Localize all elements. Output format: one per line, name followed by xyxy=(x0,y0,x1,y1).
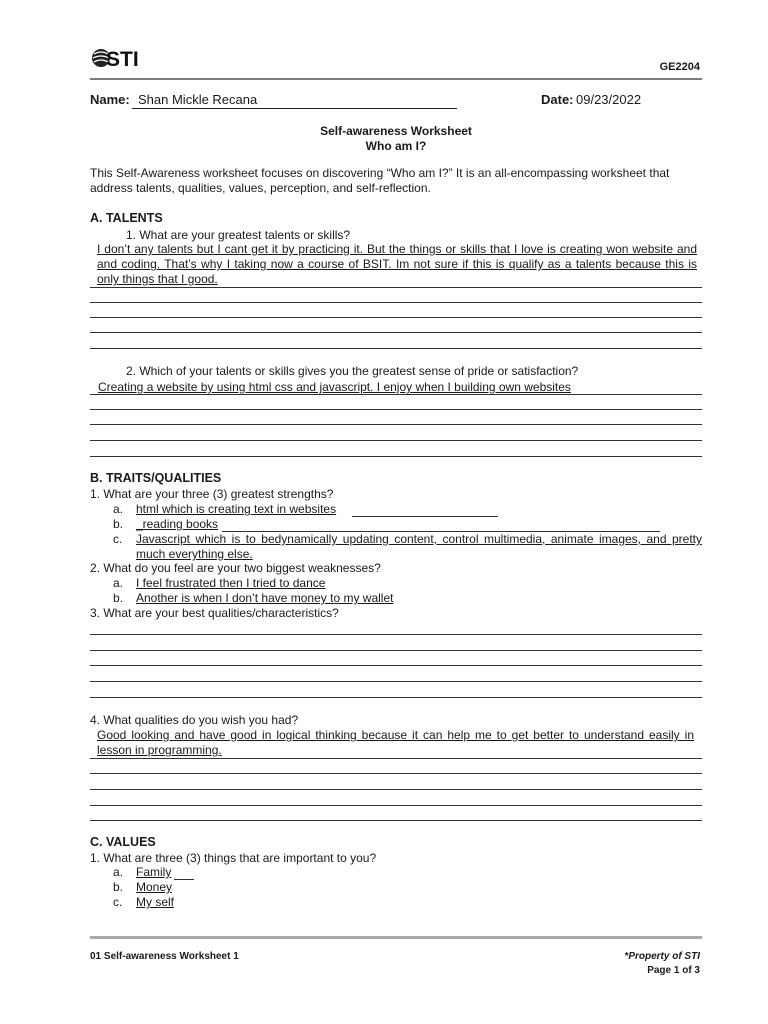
list-marker: b. xyxy=(113,517,124,531)
date-field[interactable]: 09/23/2022 xyxy=(576,92,642,107)
traits-question-3: 3. What are your best qualities/characteristics? xyxy=(90,606,339,620)
values-answer-b[interactable]: Money xyxy=(136,880,173,894)
worksheet-subtitle: Who am I? xyxy=(365,139,427,153)
section-talents-heading: A. TALENTS xyxy=(90,211,163,225)
weakness-answer-a[interactable]: I feel frustrated then I tried to dance xyxy=(136,576,326,590)
list-marker: a. xyxy=(113,502,124,516)
answer-line xyxy=(90,665,702,666)
answer-line xyxy=(90,332,702,333)
list-marker: c. xyxy=(113,532,123,546)
list-marker: b. xyxy=(113,591,124,605)
date-label: Date: xyxy=(541,92,574,107)
sti-logo xyxy=(90,44,150,72)
answer-line xyxy=(90,456,702,457)
answer-line xyxy=(90,681,702,682)
worksheet-title: Self-awareness Worksheet xyxy=(320,124,472,138)
section-traits-heading: B. TRAITS/QUALITIES xyxy=(90,471,222,485)
footer-rule xyxy=(90,936,702,939)
header-rule xyxy=(90,78,702,80)
weakness-answer-b[interactable]: Another is when I don’t have money to my wallet xyxy=(136,591,394,605)
strength-answer-a[interactable]: html which is creating text in websites xyxy=(136,502,337,516)
answer-line xyxy=(90,302,702,303)
list-marker: a. xyxy=(113,576,124,590)
footer-document-name: 01 Self-awareness Worksheet 1 xyxy=(90,951,239,962)
logo-text: STI xyxy=(106,48,139,71)
answer-line xyxy=(90,697,702,698)
strength-answer-b[interactable]: _reading books xyxy=(136,517,219,531)
talents-question-1: 1. What are your greatest talents or skills? xyxy=(126,228,351,242)
answer-line xyxy=(90,650,702,651)
section-values-heading: C. VALUES xyxy=(90,835,156,849)
talents-answer-1[interactable]: I don’t any talents but I cant get it by practicing it. But the things or skills that I love is creating won website and and coding. That’s why I taking now a course of BSIT. Im not sure if this is qualify as a talents because this is only things that I good. xyxy=(97,242,697,286)
answer-line xyxy=(90,634,702,635)
answer-line xyxy=(90,789,702,790)
values-question-1: 1. What are three (3) things that are important to you? xyxy=(90,851,377,865)
list-marker: a. xyxy=(113,865,124,879)
footer-page-number: Page 1 of 3 xyxy=(647,965,700,976)
answer-line xyxy=(90,409,702,410)
name-label: Name: xyxy=(90,92,130,107)
values-answer-a[interactable]: Family xyxy=(136,865,172,879)
list-marker: b. xyxy=(113,880,124,894)
traits-question-4: 4. What qualities do you wish you had? xyxy=(90,713,299,727)
footer-property: *Property of STI xyxy=(624,951,700,962)
answer-line xyxy=(352,516,498,517)
intro-paragraph: This Self-Awareness worksheet focuses on discovering “Who am I?” It is an all-encompassing worksheet that address talents, qualities, values, perception, and self-reflection. xyxy=(90,166,670,195)
talents-question-2: 2. Which of your talents or skills gives you the greatest sense of pride or satisfaction? xyxy=(126,364,579,378)
answer-line xyxy=(90,773,702,774)
answer-line xyxy=(90,820,702,821)
answer-line xyxy=(90,440,702,441)
answer-line xyxy=(90,317,702,318)
strength-answer-c[interactable]: Javascript which is to bedynamically updating content, control multimedia, animate images, and pretty much everything else. xyxy=(136,532,702,561)
traits-answer-4[interactable]: Good looking and have good in logical thinking because it can help me to get better to understand easily in lesson in programming. xyxy=(97,728,694,757)
answer-line xyxy=(90,348,702,349)
answer-line xyxy=(90,287,702,288)
list-marker: c. xyxy=(113,895,123,909)
answer-line xyxy=(90,805,702,806)
course-code: GE2204 xyxy=(659,61,700,73)
talents-answer-2[interactable]: Creating a website by using html css and javascript. I enjoy when I building own websites xyxy=(98,380,571,394)
answer-line xyxy=(90,394,702,395)
answer-line xyxy=(90,424,702,425)
traits-question-2: 2. What do you feel are your two biggest weaknesses? xyxy=(90,561,381,575)
answer-line xyxy=(174,879,194,880)
answer-line xyxy=(90,758,702,759)
traits-question-1: 1. What are your three (3) greatest strengths? xyxy=(90,487,334,501)
name-field[interactable]: Shan Mickle Recana xyxy=(132,92,457,109)
values-answer-c[interactable]: My self xyxy=(136,895,175,909)
